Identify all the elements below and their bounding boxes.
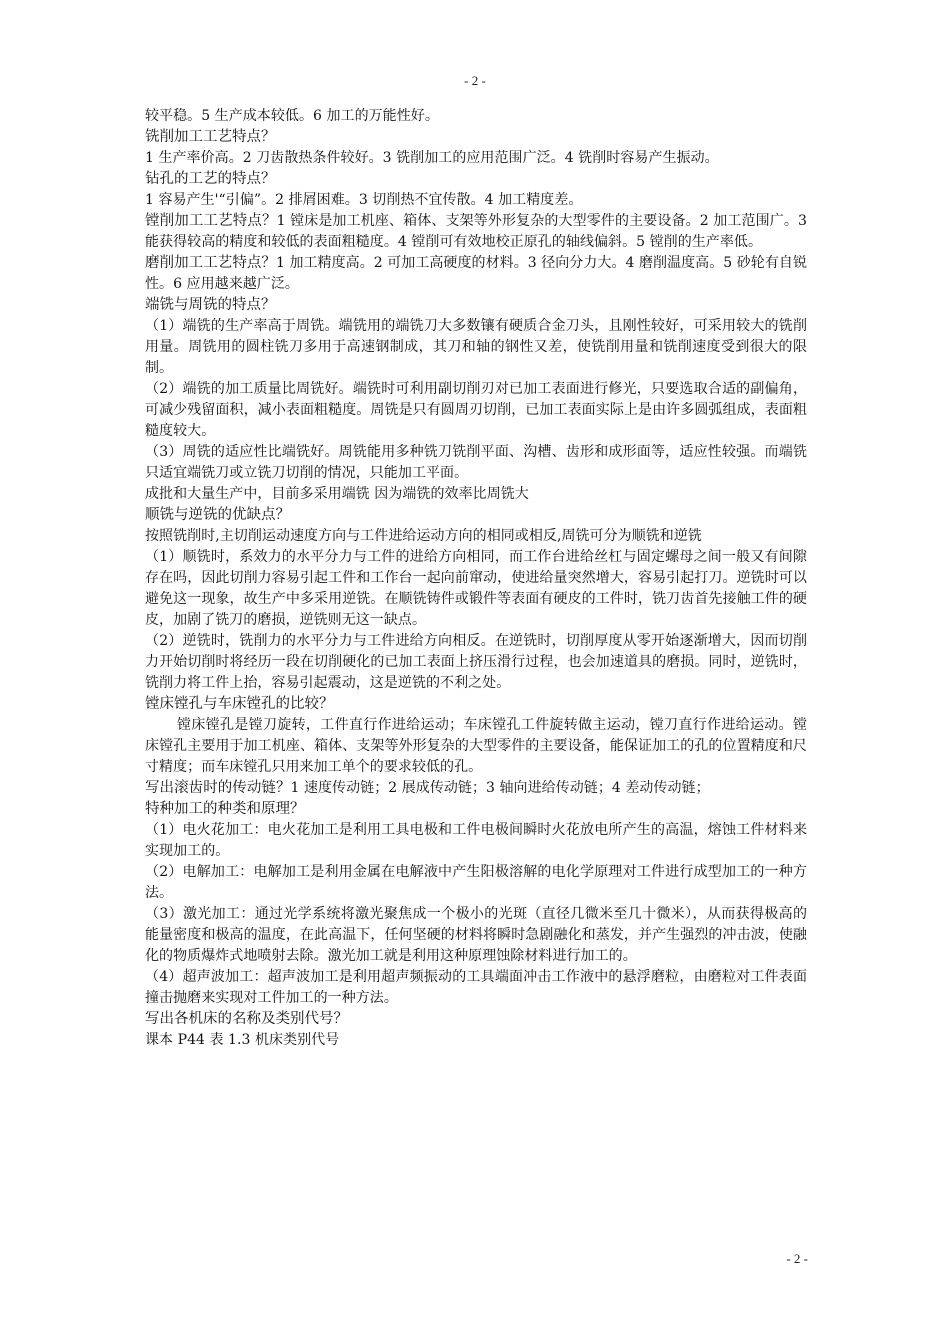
paragraph: （4）超声波加工：超声波加工是利用超声频振动的工具端面冲击工作液中的悬浮磨粒，由磨粒对工件表面撞击抛磨来实现对工件加工的一种方法。 — [145, 969, 807, 1006]
section-heading — [145, 295, 807, 316]
paragraph: 较平稳。5 生产成本较低。6 加工的万能性好。 — [145, 108, 439, 124]
heading-text: 特种加工的种类和原理？ — [145, 801, 305, 817]
heading-text: 磨削加工工艺特点？ — [145, 255, 276, 271]
paragraph: （3）激光加工：通过光学系统将激光聚焦成一个极小的光斑（直径几微米至几十微米），从而获得极高的能量密度和极高的温度，在此高温下，任何坚硬的材料将瞬时急剧融化和蒸发，并产生强烈的冲击波，使融化的物质爆炸式地喷射去除。激光加工就是利用这种原理蚀除材料进行加工的。 — [145, 906, 807, 964]
paragraph: （1）端铣的生产率高于周铣。端铣用的端铣刀大多数镶有硬质合金刀头，且刚性较好，可采用较大的铣削用量。周铣用的圆柱铣刀多用于高速钢制成，其刀和轴的钢性又差，使铣削用量和铣削速度受到很大的限制。 — [145, 318, 807, 376]
heading-text: 顺铣与逆铣的优缺点？ — [145, 507, 290, 523]
paragraph: 镗床镗孔是镗刀旋转，工件直行作进给运动；车床镗孔工件旋转做主运动，镗刀直行作进给运动。镗床镗孔主要用于加工机座、箱体、支架等外形复杂的大型零件的主要设备，能保证加工的孔的位置精度和尺寸精度；而车床镗孔只用来加工单个的要求较低的孔。 — [145, 717, 807, 775]
section-heading — [145, 127, 807, 148]
paragraph-text: 1 加工精度高。2 可加工高硬度的材料。3 径向分力大。4 磨削温度高。5 砂轮有自锐性。6 应用越来越广泛。 — [145, 255, 808, 292]
paragraph: 1 容易产生'“引偏”。2 排屑困难。3 切削热不宜传散。4 加工精度差。 — [145, 192, 583, 208]
paragraph: 1 生产率价高。2 刀齿散热条件较好。3 铣削加工的应用范围广泛。4 铣削时容易产生振动。 — [145, 150, 719, 166]
page-number-bottom: - 2 - — [786, 1251, 808, 1266]
section-heading — [145, 694, 807, 715]
section-heading — [145, 799, 807, 820]
paragraph: 课本 P44 表 1.3 机床类别代号 — [145, 1032, 340, 1048]
heading-paragraph — [145, 253, 807, 295]
heading-text: 写出各机床的名称及类别代号？ — [145, 1011, 348, 1027]
paragraph: （1）顺铣时，系效力的水平分力与工件的进给方向相同，而工作台进给丝杠与固定螺母之间一般又有间隙存在吗，因此切削力容易引起工件和工作台一起向前窜动，使进给量突然增大，容易引起打刀。逆铣时可以避免这一现象，故生产中多采用逆铣。在顺铣铸件或锻件等表面有硬皮的工件时，铣刀齿首先接触工件的硬皮，加剧了铣刀的磨损，逆铣则无这一缺点。 — [145, 549, 807, 628]
document-body — [145, 106, 807, 1051]
heading-text: 镗削加工工艺特点？ — [145, 213, 277, 229]
heading-text: 镗床镗孔与车床镗孔的比较？ — [145, 696, 334, 712]
paragraph-text: 1 速度传动链；2 展成传动链；3 轴向进给传动链；4 差动传动链； — [290, 780, 710, 796]
section-heading — [145, 505, 807, 526]
paragraph: （3）周铣的适应性比端铣好。周铣能用多种铣刀铣削平面、沟槽、齿形和成形面等，适应性较强。而端铣只适宜端铣刀或立铣刀切削的情况，只能加工平面。 — [145, 444, 807, 481]
paragraph: （2）端铣的加工质量比周铣好。端铣时可利用副切削刃对已加工表面进行修光，只要选取合适的副偏角，可减少残留面积，减小表面粗糙度。周铣是只有圆周刃切削，已加工表面实际上是由许多圆弧组成，表面粗糙度较大。 — [145, 381, 807, 439]
heading-text: 写出滚齿时的传动链？ — [145, 780, 291, 796]
heading-text: 钻孔的工艺的特点？ — [145, 171, 276, 187]
paragraph: 成批和大量生产中，目前多采用端铣 因为端铣的效率比周铣大 — [145, 486, 529, 502]
heading-text: 铣削加工工艺特点？ — [145, 129, 276, 145]
paragraph-text: 1 镗床是加工机座、箱体、支架等外形复杂的大型零件的主要设备。2 加工范围广。3 能获得较高的精度和较低的表面粗糙度。4 镗削可有效地校正原孔的轴线偏斜。5 镗削的生产率低。 — [145, 213, 807, 250]
paragraph: （2）逆铣时，铣削力的水平分力与工件进给方向相反。在逆铣时，切削厚度从零开始逐渐增大，因而切削力开始切削时将经历一段在切削硬化的已加工表面上挤压滑行过程，也会加速道具的磨损。同时，逆铣时，铣削力将工件上抬，容易引起震动，这是逆铣的不利之处。 — [145, 633, 807, 691]
paragraph: （2）电解加工：电解加工是利用金属在电解液中产生阳极溶解的电化学原理对工件进行成型加工的一种方法。 — [145, 864, 807, 901]
section-heading — [145, 169, 807, 190]
paragraph: （1）电火花加工：电火花加工是利用工具电极和工件电极间瞬时火花放电所产生的高温，熔蚀工件材料来实现加工的。 — [145, 822, 807, 859]
paragraph: 按照铣削时,主切削运动速度方向与工件进给运动方向的相同或相反,周铣可分为顺铣和逆铣 — [145, 528, 702, 544]
heading-paragraph — [145, 211, 807, 253]
heading-text: 端铣与周铣的特点？ — [145, 297, 276, 313]
heading-paragraph — [145, 778, 807, 799]
section-heading — [145, 1009, 807, 1030]
page-number-top: - 2 - — [464, 73, 486, 88]
